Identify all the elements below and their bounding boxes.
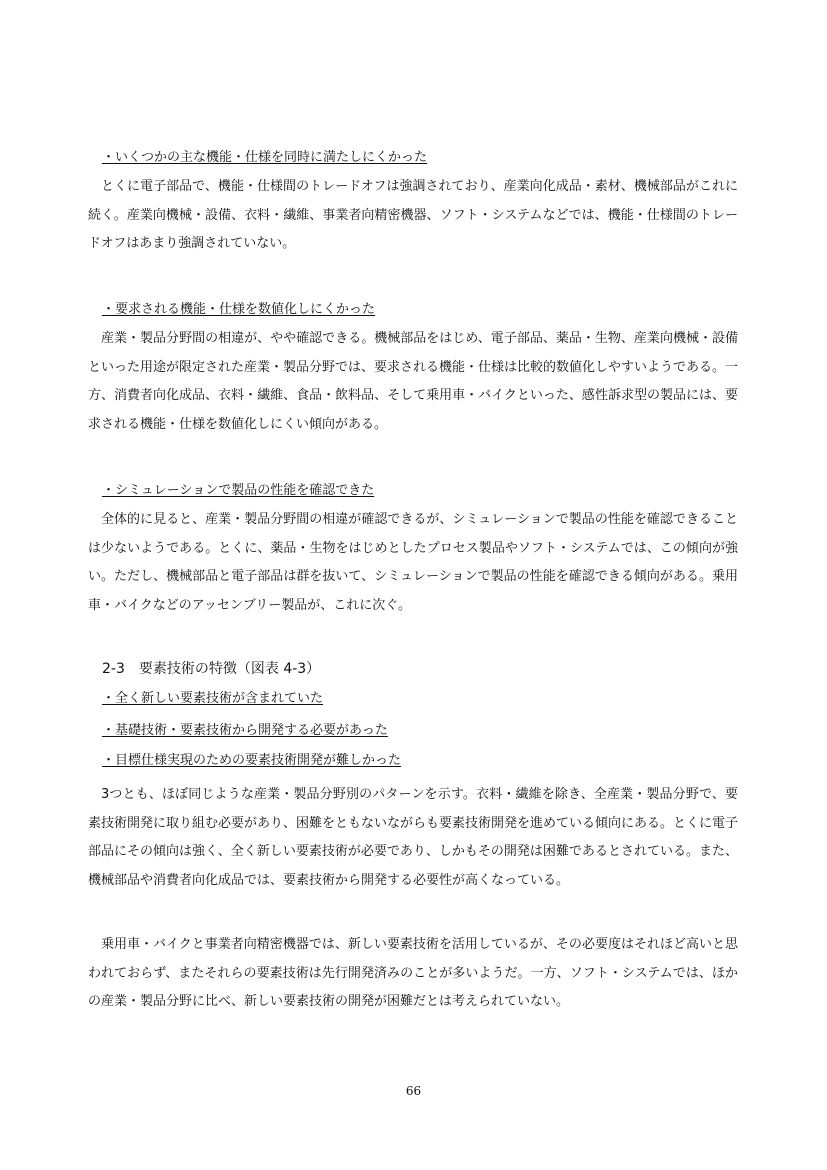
paragraph-quantification: 産業・製品分野間の相違が、やや確認できる。機械部品をはじめ、電子部品、薬品・生物、産業向機械・設備といった用途が限定された産業・製品分野では、要求される機能・仕様は比較的数値化しやすいようである。一方、消費者向化成品、衣料・繊維、食品・飲料品、そして乗用車・バイクといった、感性訴求型の製品には、要求される機能・仕様を数値化しにくい傾向がある。 xyxy=(88,331,739,432)
paragraph-tradeoff: とくに電子部品で、機能・仕様間のトレードオフは強調されており、産業向化成品・素材、機械部品がこれに続く。産業向機械・設備、衣料・繊維、事業者向精密機器、ソフト・システムなどでは、機能・仕様間のトレードオフはあまり強調されていない。 xyxy=(88,179,738,252)
heading-difficult-dev: ・目標仕様実現のための要素技術開発が難しかった xyxy=(102,753,402,768)
paragraph-simulation: 全体的に見ると、産業・製品分野間の相違が確認できるが、シミュレーションで製品の性能を確認できることは少ないようである。とくに、薬品・生物をはじめとしたプロセス製品やソフト・システムでは、この傾向が強い。ただし、機械部品と電子部品は群を抜いて、シミュレーションで製品の性能を確認できる傾向がある。乗用車・バイクなどのアッセンブリー製品が、これに次ぐ。 xyxy=(88,512,738,613)
heading-basic-tech: ・基礎技術・要素技術から開発する必要があった xyxy=(102,723,388,738)
heading-simulation: ・シミュレーションで製品の性能を確認できた xyxy=(102,483,375,498)
paragraph-element-tech-vehicles: 乗用車・バイクと事業者向精密機器では、新しい要素技術を活用しているが、その必要度はそれほど高いと思われておらず、またそれらの要素技術は先行開発済みのことが多いようだ。一方、ソフト・システムでは、ほかの産業・製品分野に比べ、新しい要素技術の開発が困難だとは考えられていない。 xyxy=(88,937,738,1010)
section-title-2-3: 2-3 要素技術の特徴（図表 4-3） xyxy=(102,661,321,677)
page-number: 66 xyxy=(405,1084,422,1098)
heading-new-tech: ・全く新しい要素技術が含まれていた xyxy=(102,691,324,706)
heading-tradeoff: ・いくつかの主な機能・仕様を同時に満たしにくかった xyxy=(102,150,428,165)
paragraph-element-tech-pattern: 3つとも、ほぼ同じような産業・製品分野別のパターンを示す。衣料・繊維を除き、全産業・製品分野で、要素技術開発に取り組む必要があり、困難をともないながらも要素技術開発を進めている傾向にある。とくに電子部品にその傾向は強く、全く新しい要素技術が必要であり、しかもその開発は困難であるとされている。また、機械部品や消費者向化成品では、要素技術から開発する必要性が高くなっている。 xyxy=(88,787,739,888)
heading-quantification: ・要求される機能・仕様を数値化しにくかった xyxy=(102,302,376,317)
